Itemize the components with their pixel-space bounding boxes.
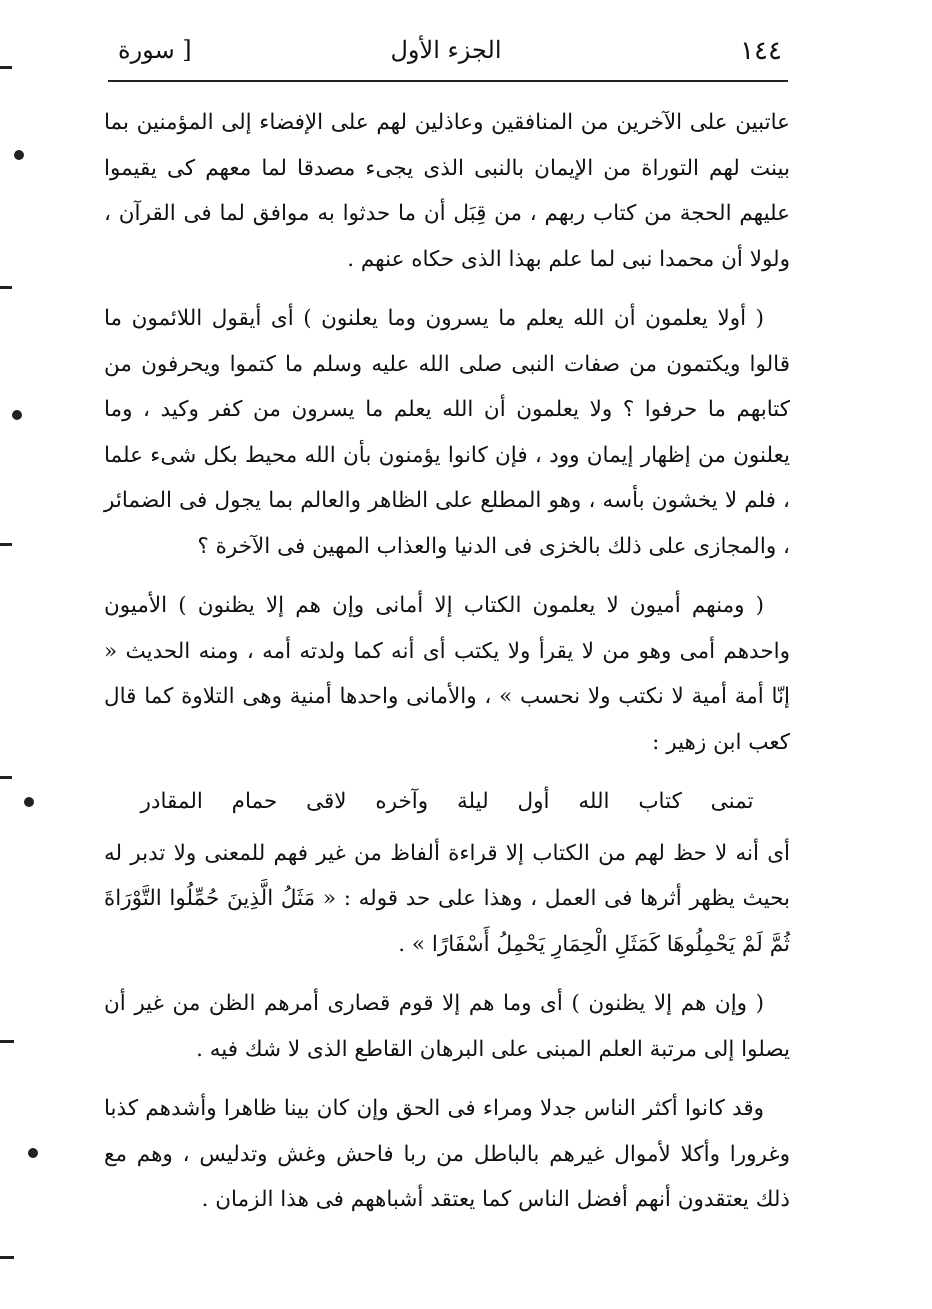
- paragraph-1: [104, 100, 790, 282]
- paragraph-5: [104, 981, 790, 1072]
- paragraph-text: وقد كانوا أكثر الناس جدلا ومراء فى الحق وإن كان بينا ظاهرا وأشدهم كذبا وغرورا وأكلا لأموال غيرهم بالباطل من ربا فاحش وغش وتدليس ، وهم مع ذلك يعتقدون أنهم أفضل الناس كما يعتقد أشباههم فى هذا الزمان .: [104, 1096, 790, 1212]
- margin-mark: [0, 776, 12, 779]
- margin-mark: [0, 286, 12, 289]
- margin-dot: [24, 797, 34, 807]
- margin-mark: [0, 543, 12, 546]
- body-text: [104, 100, 790, 1237]
- paragraph-6: [104, 1086, 790, 1223]
- paragraph-text: ( أولا يعلمون أن الله يعلم ما يسرون وما يعلنون ) أى أيقول اللائمون ما قالوا ويكتمون من صفات النبى صلى الله عليه وسلم ما كتموا ويحرفون من كتابهم ما حرفوا ؟ ولا يعلمون أن الله يعلم ما يسرون من كفر وكيد ، وما يعلنون من إظهار إيمان وود ، فإن كانوا يؤمنون بأن الله محيط بكل شىء علما ، فلم لا يخشون بأسه ، وهو المطلع على الظاهر والعالم بما يجول فى الضمائر ، والمجازى على ذلك بالخزى فى الدنيا والعذاب المهين فى الآخرة ؟: [104, 306, 790, 559]
- paragraph-text: عاتبين على الآخرين من المنافقين وعاذلين لهم على الإفضاء إلى المؤمنين بما بينت لهم التوراة من الإيمان بالنبى الذى يجىء مصدقا لما معهم كى يقيموا عليهم الحجة من كتاب ربهم ، من قِبَل أن ما حدثوا به موافق لما فى القرآن ، ولولا أن محمدا نبى لما علم بهذا الذى حكاه عنهم .: [104, 110, 790, 272]
- margin-mark: [0, 1256, 14, 1259]
- margin-dot: [28, 1148, 38, 1158]
- header-rule: [108, 80, 788, 82]
- paragraph-4: [104, 831, 790, 968]
- paragraph-text: أى أنه لا حظ لهم من الكتاب إلا قراءة ألفاظ من غير فهم للمعنى ولا تدبر له بحيث يظهر أثرها فى العمل ، وهذا على حد قوله : « مَثَلُ الَّذِينَ حُمِّلُوا التَّوْرَاةَ ثُمَّ لَمْ يَحْمِلُوهَا كَمَثَلِ الْحِمَارِ يَحْمِلُ أَسْفَارًا » .: [104, 840, 790, 957]
- margin-mark: [0, 1040, 14, 1043]
- page-number: ١٤٤: [740, 36, 782, 66]
- margin-dot: [14, 150, 24, 160]
- page-header: [110, 30, 782, 78]
- paragraph-3: [104, 583, 790, 765]
- surah-label: [ سورة: [118, 36, 192, 64]
- poetry-verse: تمنى كتاب الله أول ليلة وآخره لاقى حمام المقادر: [140, 789, 754, 814]
- paragraph-text: ( وإن هم إلا يظنون ) أى وما هم إلا قوم قصارى أمرهم الظن من غير أن يصلوا إلى مرتبة العلم المبنى على البرهان القاطع الذى لا شك فيه .: [104, 991, 790, 1062]
- paragraph-2: [104, 296, 790, 569]
- margin-mark: [0, 66, 12, 69]
- margin-dot: [12, 410, 22, 420]
- part-title: الجزء الأول: [390, 36, 502, 64]
- paragraph-text: ( ومنهم أميون لا يعلمون الكتاب إلا أمانى وإن هم إلا يظنون ) الأميون واحدهم أمى وهو من لا يقرأ ولا يكتب أى أنه كما ولدته أمه ، ومنه الحديث « إنّا أمة أمية لا نكتب ولا نحسب » ، والأمانى واحدها أمنية وهى التلاوة كما قال كعب ابن زهير :: [104, 593, 790, 755]
